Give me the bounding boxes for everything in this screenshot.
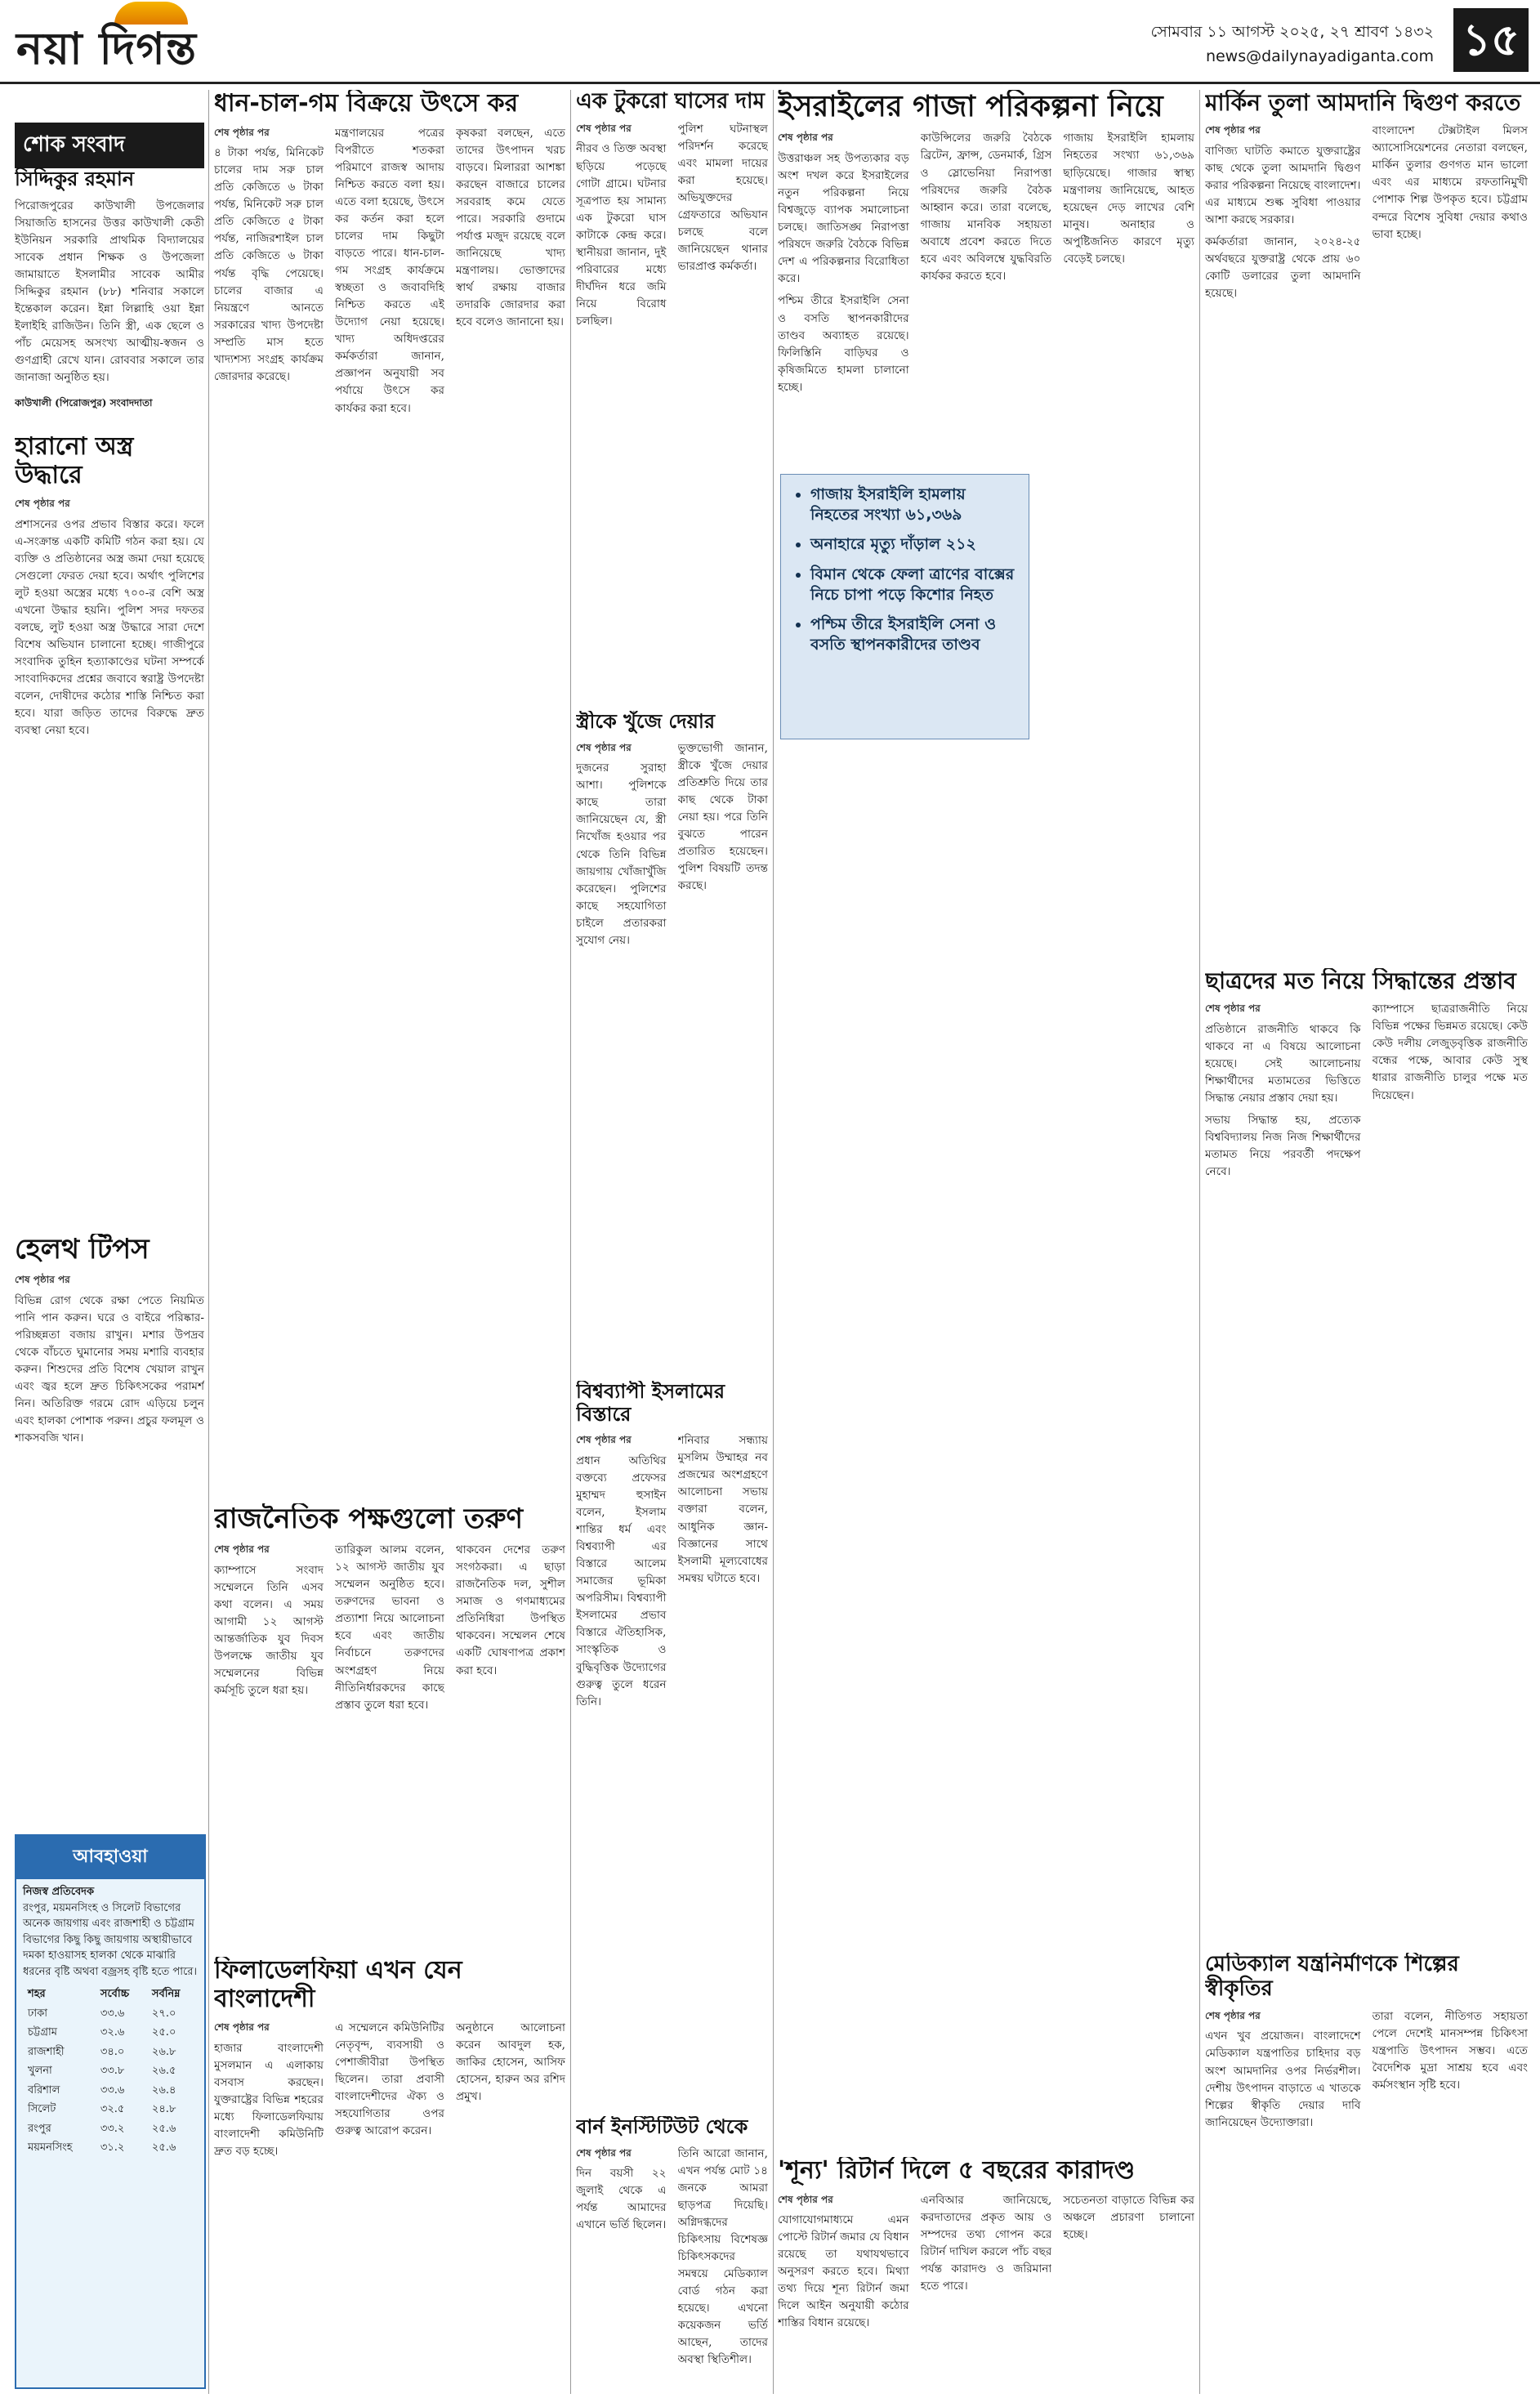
article-headline: মেডিক্যাল যন্ত্রনির্মাণকে শিল্পের স্বীকৃতির: [1205, 1953, 1459, 2001]
article-paragraph: কৃষকরা বলছেন, এতে তাদের উৎপাদন খরচ বাড়বে। মিলাররা আশঙ্কা করছেন বাজারে চালের সরবরাহ কমে যেতে পারে। সরকারি গুদামে পর্যাপ্ত মজুদ রয়েছে বলে জানিয়েছে খাদ্য মন্ত্রণালয়। ভোক্তাদের স্বার্থ রক্ষায় বাজার তদারকি জোরদার করা হবে বলেও জানানো হয়।: [456, 126, 565, 329]
article-column: [335, 2020, 444, 2165]
article-column: [335, 125, 444, 422]
weather-cell: ২৫.৬: [151, 2141, 176, 2154]
article-paragraph: এখন খুব প্রয়োজন। বাংলাদেশে মেডিক্যাল যন্ত্রপাতির চাহিদার বড় অংশ আমদানির ওপর নির্ভরশীল। দেশীয় উৎপাদন বাড়াতে এ খাতকে শিল্পের স্বীকৃতি দেয়ার দাবি জানিয়েছেন উদ্যোক্তারা।: [1205, 2030, 1361, 2129]
article-paragraph: কর্মকর্তারা জানান, ২০২৪-২৫ অর্থবছরে যুক্তরাষ্ট্র থেকে প্রায় ৬০ কোটি ডলারের তুলা আমদানি হয়েছে।: [1205, 235, 1361, 301]
continued-label: শেষ পৃষ্ঠার পর: [778, 2193, 833, 2205]
continued-label: শেষ পৃষ্ঠার পর: [15, 1274, 70, 1286]
article-column: [1205, 123, 1361, 307]
article-paragraph: তারিকুল আলম বলেন, ১২ আগস্ট জাতীয় যুব সম্মেলন অনুষ্ঠিত হবে। তরুণদের ভাবনা ও প্রত্যাশা নিয়ে আলোচনা হবে এবং জাতীয় নির্বাচনে তরুণদের অংশগ্রহণ নিয়ে নীতিনির্ধারকদের কাছে প্রস্তাব তুলে ধরা হবে।: [335, 1543, 444, 1712]
article-paragraph: যোগাযোগমাধ্যমে এমন পোস্টে রিটার্ন জমার যে বিধান রয়েছে তা যথাযথভাবে অনুসরণ করতে হবে। মিথ্যা তথ্য দিয়ে শূন্য রিটার্ন জমা দিলে আইন অনুযায়ী কঠোর শাস্তির বিধান রয়েছে।: [778, 2213, 909, 2330]
article-health: [15, 1234, 204, 1822]
continued-label: শেষ পৃষ্ঠার পর: [576, 741, 632, 753]
article-column: [15, 1272, 204, 1452]
continued-label: শেষ পৃষ্ঠার পর: [576, 1434, 632, 1446]
continued-label: শেষ পৃষ্ঠার পর: [214, 126, 270, 138]
article-column: [678, 121, 769, 335]
article-paragraph: এ সম্মেলনে কমিউনিটির নেতৃবৃন্দ, ব্যবসায়ী ও পেশাজীবীরা উপস্থিত ছিলেন। তারা প্রবাসী বাংলাদেশীদের ঐক্য ও সহযোগিতার ওপর গুরুত্ব আরোপ করেন।: [335, 2021, 444, 2138]
weather-cell: ২৬.৮: [151, 2045, 176, 2058]
article-column: [778, 130, 909, 400]
weather-cell: চট্টগ্রাম: [28, 2026, 57, 2039]
article-headline: ফিলাডেলফিয়া এখন যেন বাংলাদেশী: [214, 1957, 462, 2013]
continued-label: শেষ পৃষ্ঠার পর: [1205, 2009, 1261, 2021]
article-body: [576, 740, 768, 954]
continued-label: শেষ পৃষ্ঠার পর: [15, 498, 70, 509]
article-body: [214, 125, 565, 422]
article-column: [678, 2146, 769, 2374]
gaza-highlight-item: • অনাহারে মৃত্যু দাঁড়াল ২১২: [810, 534, 1017, 555]
continued-label: শেষ পৃষ্ঠার পর: [214, 2021, 270, 2033]
weather-table-body: [23, 2004, 198, 2158]
article-paragraph: তারা বলেন, নীতিগত সহায়তা পেলে দেশেই মানসম্পন্ন চিকিৎসা যন্ত্রপাতি উৎপাদন সম্ভব। এতে বৈদেশিক মুদ্রা সাশ্রয় হবে এবং কর্মসংস্থান সৃষ্টি হবে।: [1372, 2009, 1528, 2092]
article-column: [1063, 2192, 1194, 2338]
article-column: [1373, 1001, 1529, 1186]
article-paragraph: হাজার বাংলাদেশী মুসলমান এ এলাকায় বসবাস করছেন। যুক্তরাষ্ট্রের বিভিন্ন শহরের মধ্যে ফিলাডেলফিয়ায় বাংলাদেশী কমিউনিটি দ্রুত বড় হচ্ছে।: [214, 2041, 324, 2158]
article-column: [576, 1432, 667, 1716]
gaza-highlight-item: • বিমান থেকে ফেলা ত্রাণের বাক্সের নিচে চাপা পড়ে কিশোর নিহত: [810, 565, 1017, 605]
weather-row: [23, 2043, 198, 2062]
article-burn: [576, 2116, 768, 2390]
article-paragraph: কাউন্সিলের জরুরি বৈঠকে ব্রিটেন, ফ্রান্স, ডেনমার্ক, গ্রিস ও স্লোভেনিয়া নিরাপত্তা পরিষদের জরুরি বৈঠক আহ্বান করে। তারা বলেছে, গাজায় মানবিক সহায়তা অবাধে প্রবেশ করতে দিতে হবে এবং অবিলম্বে যুদ্ধবিরতি কার্যকর করতে হবে।: [920, 132, 1052, 283]
article-paragraph: বাণিজ্য ঘাটতি কমাতে যুক্তরাষ্ট্রের কাছ থেকে তুলা আমদানি দ্বিগুণ করার পরিকল্পনা নিয়েছে বাংলাদেশ। এর মাধ্যমে শুল্ক সুবিধা পাওয়ার আশা করছে সরকার।: [1205, 144, 1361, 227]
weather-box: [15, 1834, 206, 2389]
article-medical: [1205, 1953, 1528, 2390]
article-paragraph: দিন বয়সী ২২ জুলাই থেকে এ পর্যন্ত আমাদের এখানে ভর্তি ছিলেন।: [576, 2167, 667, 2232]
article-paragraph: উত্তরাঞ্চল সহ উপত্যকার বড় অংশ দখল করে ইসরাইলের নতুন পরিকল্পনা নিয়ে বিশ্বজুড়ে ব্যাপক সমালোচনা চলছে। জাতিসঙ্ঘ নিরাপত্তা পরিষদে জরুরি বৈঠকে বিভিন্ন দেশ এ পরিকল্পনার বিরোধিতা করে।: [778, 151, 909, 286]
weather-header-cell: সর্বনিম্ন: [151, 1988, 181, 2000]
continued-label: শেষ পৃষ্ঠার পর: [576, 2146, 632, 2159]
article-column: [456, 2020, 565, 2165]
article-body: [15, 1272, 204, 1452]
weather-row: [23, 2138, 198, 2158]
column-divider: [570, 90, 571, 2394]
weather-cell: ৩২.৫: [100, 2103, 125, 2115]
newspaper-logo: [16, 15, 197, 88]
article-paragraph: গাজায় ইসরাইলি হামলায় নিহতের সংখ্যা ৬১,৩৬৯ ছাড়িয়েছে। গাজার স্বাস্থ্য মন্ত্রণালয় জানিয়েছে, আহত হয়েছেন দেড় লাখের বেশি মানুষ। অনাহার ও অপুষ্টিজনিত কারণে মৃত্যু বেড়েই চলছে।: [1063, 132, 1194, 266]
column-divider: [208, 90, 209, 2394]
gaza-highlights-box: [780, 474, 1029, 739]
weather-title: আবহাওয়া: [16, 1836, 204, 1879]
article-column: [576, 2146, 667, 2374]
article-column: [456, 125, 565, 422]
logo-text: নয়া দিগন্ত: [16, 23, 197, 74]
weather-cell: রংপুর: [28, 2122, 51, 2135]
weather-cell: রাজশাহী: [28, 2045, 65, 2058]
weather-cell: ময়মনসিংহ: [28, 2141, 73, 2154]
weather-row: [23, 2023, 198, 2043]
article-column: [214, 125, 324, 422]
article-headline: হেলথ টিপস: [15, 1234, 150, 1266]
article-column: [1205, 1001, 1361, 1186]
gaza-highlights-list: [792, 485, 1017, 655]
weather-header-cell: শহর: [28, 1988, 46, 2000]
weather-cell: ২৬.৫: [151, 2065, 176, 2077]
weather-cell: ২৪.৮: [151, 2103, 176, 2115]
article-column: [1373, 123, 1529, 307]
article-headline: ছাত্রদের মত নিয়ে সিদ্ধান্তের প্রস্তাব: [1205, 968, 1516, 994]
article-paragraph: সভায় সিদ্ধান্ত হয়, প্রত্যেক বিশ্ববিদ্যালয় নিজ নিজ শিক্ষার্থীদের মতামত নিয়ে পরবর্তী পদক্ষেপ নেবে।: [1205, 1114, 1361, 1179]
article-paragraph: পিরোজপুরের কাউখালী উপজেলার সিয়াজতি হাসনের উত্তর কাউখালী কেতী ইউনিয়ন সরকারি প্রাথমিক বিদ্যালয়ের সাবেক প্রধান শিক্ষক ও উপজেলা জামায়াতে ইসলামীর সাবেক আমীর সিদ্দিকুর রহমান (৮৮) শনিবার সকালে ইন্তেকাল করেন। ইন্না লিল্লাহি ওয়া ইন্না ইলাইহি রাজিউন। তিনি স্ত্রী, এক ছেলে ও পাঁচ মেয়েসহ অসংখ্য আত্মীয়-স্বজন ও গুণগ্রাহী রেখে যান। রোববার সকালে তার জানাজা অনুষ্ঠিত হয়।: [15, 199, 204, 385]
article-paragraph: মন্ত্রণালয়ের পত্রের বিপরীতে শতকরা পরিমাণে রাজস্ব আদায় নিশ্চিত করতে বলা হয়। এতে বলা হয়েছে, উৎসে কর কর্তন করা হলে চালের দাম কিছুটা বাড়তে পারে। ধান-চাল-গম সংগ্রহ কার্যক্রমে স্বচ্ছতা ও জবাবদিহি নিশ্চিত করতে এই উদ্যোগ নেয়া হয়েছে। খাদ্য অধিদপ্তরের কর্মকর্তারা জানান, প্রজ্ঞাপন অনুযায়ী সব পর্যায়ে উৎসে কর কার্যকর করা হবে।: [335, 126, 444, 415]
article-body: [15, 496, 204, 744]
weather-cell: ৩২.৬: [100, 2026, 125, 2039]
article-column: [1373, 2008, 1529, 2137]
weather-header-cell: সর্বোচ্চ: [100, 1988, 130, 2000]
section-heading: শোক সংবাদ: [15, 123, 204, 168]
weather-cell: ২৬.৪: [151, 2083, 176, 2097]
article-rice: [214, 90, 565, 1495]
article-politics: [214, 1503, 565, 1945]
continued-label: শেষ পৃষ্ঠার পর: [1205, 1003, 1261, 1015]
article-body: [1205, 2008, 1528, 2137]
article-headline: স্ত্রীকে খুঁজে দেয়ার: [576, 711, 716, 733]
column-divider: [773, 90, 774, 2394]
article-paragraph: বাংলাদেশ টেক্সটাইল মিলস অ্যাসোসিয়েশনের নেতারা বলছেন, মার্কিন তুলার গুণগত মান ভালো এবং এর মাধ্যমে রফতানিমুখী পোশাক শিল্প উপকৃত হবে। চট্টগ্রাম বন্দরে বিশেষ সুবিধা দেয়ার কথাও ভাবা হচ্ছে।: [1372, 124, 1528, 241]
gaza-highlight-item: • পশ্চিম তীরে ইসরাইলি সেনা ও বসতি স্থাপনকারীদের তাণ্ডব: [810, 614, 1017, 654]
article-column: [576, 121, 667, 335]
weather-row: [23, 2004, 198, 2024]
article-paragraph: এনবিআর জানিয়েছে, করদাতাদের প্রকৃত আয় ও সম্পদের তথ্য গোপন করে রিটার্ন দাখিল করলে পাঁচ বছর পর্যন্ত কারাদণ্ড ও জরিমানা হতে পারে।: [920, 2193, 1052, 2293]
article-paragraph: প্রশাসনের ওপর প্রভাব বিস্তার করে। ফলে এ-সংক্রান্ত একটি কমিটি গঠন করা হয়। যে ব্যক্তি ও প্রতিষ্ঠানের অস্ত্র জমা দেয়া হয়েছে সেগুলো ফেরত দেয়া হবে। অর্থাৎ পুলিশের লুট হওয়া অস্ত্রের মধ্যে ৭০০-র বেশি অস্ত্র এখনো উদ্ধার হয়নি। পুলিশ সদর দফতর বলছে, লুট হওয়া অস্ত্র উদ্ধারে সারা দেশে বিশেষ অভিযান চালানো হচ্ছে। গাজীপুরে সংবাদিক তুহিন হত্যাকাণ্ডের ঘটনা সম্পর্কে সাংবাদিকদের প্রশ্নের জবাবে স্বরাষ্ট্র উপদেষ্টা বলেন, দোষীদের কঠোর শাস্তি নিশ্চিত করা হবে। যারা জড়িত তাদের বিরুদ্ধে দ্রুত ব্যবস্থা নেয়া হবে।: [15, 517, 204, 738]
article-column: [576, 740, 667, 954]
article-philadelphia: [214, 1957, 565, 2390]
article-headline: 'শূন্য' রিটার্ন দিলে ৫ বছরের কারাদণ্ড: [778, 2157, 1136, 2185]
weather-text: রংপুর, ময়মনসিংহ ও সিলেট বিভাগের অনেক জায়গায় এবং রাজশাহী ও চট্টগ্রাম বিভাগের কিছু কিছু জায়গায় অস্থায়ীভাবে দমকা হাওয়াসহ হালকা থেকে মাঝারি ধরনের বৃষ্টি অথবা বজ্রসহ বৃষ্টি হতে পারে।: [23, 1901, 198, 1978]
article-column: [1205, 2008, 1361, 2137]
article-obituary: [15, 123, 204, 425]
article-paragraph: পুলিশ ঘটনাস্থল পরিদর্শন করেছে এবং মামলা দায়ের করা হয়েছে। অভিযুক্তদের গ্রেফতারে অভিযান চলছে বলে জানিয়েছেন থানার ভারপ্রাপ্ত কর্মকর্তা।: [677, 122, 768, 274]
article-body: [15, 198, 204, 392]
issue-date: সোমবার ১১ আগস্ট ২০২৫, ২৭ শ্রাবণ ১৪৩২: [1150, 23, 1434, 41]
article-source: কাউখালী (পিরোজপুর) সংবাদদাতা: [15, 397, 153, 409]
weather-row: [23, 2119, 198, 2139]
article-body: [214, 2020, 565, 2165]
weather-table: [23, 1985, 198, 2158]
weather-row: [23, 2081, 198, 2101]
weather-cell: ৩৩.৬: [100, 2083, 125, 2097]
article-column: [335, 1542, 444, 1719]
article-paragraph: প্রতিষ্ঠানে রাজনীতি থাকবে কি থাকবে না এ বিষয়ে আলোচনা হয়েছে। সেই আলোচনায় শিক্ষার্থীদের মতামতের ভিত্তিতে সিদ্ধান্ত নেয়ার প্রস্তাব দেয়া হয়।: [1205, 1022, 1361, 1105]
sun-logo-icon: [114, 2, 188, 25]
article-headline: এক টুকরো ঘাসের দাম: [576, 90, 765, 114]
article-body: [1205, 123, 1528, 307]
article-body: [576, 2146, 768, 2374]
article-column: [214, 2020, 324, 2165]
weather-cell: ২৫.৬: [151, 2122, 176, 2135]
weather-table-header: [23, 1985, 198, 2004]
article-islam: [576, 1381, 768, 2100]
contact-email: news@dailynayadiganta.com: [1205, 47, 1434, 66]
continued-label: শেষ পৃষ্ঠার পর: [576, 122, 632, 134]
weather-cell: খুলনা: [28, 2065, 52, 2077]
article-body: [576, 1432, 768, 1716]
article-column: [1063, 130, 1194, 400]
weather-cell: ৩১.২: [100, 2141, 125, 2154]
article-body: [1205, 1001, 1528, 1186]
article-headline: হারানো অস্ত্র উদ্ধারে: [15, 433, 134, 489]
article-column: [214, 1542, 324, 1719]
weather-cell: বরিশাল: [28, 2083, 60, 2097]
article-paragraph: বিভিন্ন রোগ থেকে রক্ষা পেতে নিয়মিত পানি পান করুন। ঘরে ও বাইরে পরিষ্কার-পরিচ্ছন্নতা বজায় রাখুন। মশার উপদ্রব থেকে বাঁচতে ঘুমানোর সময় মশারি ব্যবহার করুন। শিশুদের প্রতি বিশেষ খেয়াল রাখুন এবং জ্বর হলে দ্রুত চিকিৎসকের পরামর্শ নিন। অতিরিক্ত গরমে রোদ এড়িয়ে চলুন এবং হালকা পোশাক পরুন। প্রচুর ফলমূল ও শাকসবজি খান।: [15, 1293, 204, 1445]
article-paragraph: নীরব ও তিক্ত অবস্থা ছড়িয়ে পড়েছে গোটা গ্রামে। ঘটনার সূত্রপাত হয় সামান্য এক টুকরো ঘাস কাটাকে কেন্দ্র করে। স্থানীয়রা জানান, দুই পরিবারের মধ্যে দীর্ঘদিন ধরে জমি নিয়ে বিরোধ চলছিল।: [576, 142, 667, 328]
article-body: [778, 2192, 1194, 2338]
article-paragraph: ক্যাম্পাসে সংবাদ সম্মেলনে তিনি এসব কথা বলেন। এ সময় আগামী ১২ আগস্ট আন্তর্জাতিক যুব দিবস উপলক্ষে জাতীয় যুব সম্মেলনের বিভিন্ন কর্মসূচি তুলে ধরা হয়।: [214, 1563, 324, 1698]
weather-cell: ৩৩.২: [100, 2122, 125, 2135]
weather-reporter: নিজস্ব প্রতিবেদক: [23, 1886, 95, 1898]
article-body: [778, 130, 1194, 400]
article-column: [921, 2192, 1052, 2338]
article-column: [15, 496, 204, 744]
article-column: [778, 2192, 909, 2338]
article-students: [1205, 968, 1528, 1940]
weather-cell: ঢাকা: [28, 2007, 47, 2020]
article-israel: [778, 90, 1194, 2149]
article-paragraph: ৪ টাকা পর্যন্ত, মিনিকেট চালের দাম সরু চাল প্রতি কেজিতে ৬ টাকা পর্যন্ত, মিনিকেট সরু চাল প্রতি কেজিতে ৫ টাকা পর্যন্ত, নাজিরশাইল চাল প্রতি কেজিতে ৬ টাকা পর্যন্ত বৃদ্ধি পেয়েছে। চালের বাজার এ নিয়ন্ত্রণে আনতে সরকারের খাদ্য উপদেষ্টা সম্প্রতি মাস হতে খাদ্যশস্য সংগ্রহ কার্যক্রম জোরদার করেছে।: [214, 146, 324, 383]
continued-label: শেষ পৃষ্ঠার পর: [778, 132, 833, 144]
weather-row: [23, 2061, 198, 2081]
continued-label: শেষ পৃষ্ঠার পর: [1205, 124, 1261, 136]
article-headline: রাজনৈতিক পক্ষগুলো তরুণ: [214, 1503, 524, 1535]
weather-cell: সিলেট: [28, 2103, 56, 2115]
article-paragraph: ক্যাম্পাসে ছাত্ররাজনীতি নিয়ে বিভিন্ন পক্ষের ভিন্নমত রয়েছে। কেউ কেউ দলীয় লেজুড়বৃত্তিক রাজনীতি বন্ধের পক্ষে, আবার কেউ সুস্থ ধারার রাজনীতি চালুর পক্ষে মত দিয়েছেন।: [1372, 1003, 1528, 1102]
weather-cell: ২৫.০: [151, 2026, 176, 2039]
article-paragraph: থাকবেন দেশের তরুণ সংগঠকরা। এ ছাড়া রাজনৈতিক দল, সুশীল সমাজ ও গণমাধ্যমের প্রতিনিধিরা উপস্থিত থাকবেন। সম্মেলন শেষে একটি ঘোষণাপত্র প্রকাশ করা হবে।: [456, 1543, 565, 1677]
article-column: [921, 130, 1052, 400]
article-paragraph: সচেতনতা বাড়াতে বিভিন্ন কর অঞ্চলে প্রচারণা চালানো হচ্ছে।: [1063, 2193, 1194, 2241]
weather-cell: ৩৩.৮: [100, 2065, 125, 2077]
article-paragraph: দুজনের সুরাহা আশা। পুলিশকে কাছে তারা জানিয়েছেন যে, স্ত্রী নিখোঁজ হওয়ার পর থেকে তিনি বিভিন্ন জায়গায় খোঁজাখুঁজি করেছেন। পুলিশের কাছে সহযোগিতা চাইলে প্রতারকরা সুযোগ নেয়।: [576, 761, 667, 947]
weather-cell: ৩৩.৬: [100, 2007, 125, 2020]
article-column: [456, 1542, 565, 1719]
dateline: [1151, 20, 1435, 69]
masthead: [0, 0, 1540, 84]
article-paragraph: শনিবার সন্ধ্যায় মুসলিম উম্মাহর নব প্রজন্মের অংশগ্রহণে আলোচনা সভায় বক্তারা বলেন, আধুনিক জ্ঞান-বিজ্ঞানের সাথে ইসলামী মূল্যবোধের সমন্বয় ঘটাতে হবে।: [677, 1434, 768, 1585]
article-paragraph: পশ্চিম তীরে ইসরাইলি সেনা ও বসতি স্থাপনকারীদের তাণ্ডব অব্যাহত রয়েছে। ফিলিস্তিনি বাড়িঘর ও কৃষিজমিতে হামলা চালানো হচ্ছে।: [778, 294, 909, 394]
article-column: [678, 740, 769, 954]
article-body: [576, 121, 768, 335]
article-paragraph: ভুক্তভোগী জানান, স্ত্রীকে খুঁজে দেয়ার প্রতিশ্রুতি দিয়ে তার কাছ থেকে টাকা নেয়া হয়। পরে তিনি বুঝতে পারেন প্রতারিত হয়েছেন। পুলিশ বিষয়টি তদন্ত করছে।: [677, 741, 768, 893]
article-headline: ধান-চাল-গম বিক্রয়ে উৎসে কর: [214, 90, 519, 118]
article-column: [678, 1432, 769, 1716]
article-cotton: [1205, 90, 1528, 956]
column-divider: [1199, 90, 1200, 2394]
weather-cell: ৩৪.০: [100, 2045, 125, 2058]
gaza-highlight-item: • গাজায় ইসরাইলি হামলায় নিহতের সংখ্যা ৬১,৩৬৯: [810, 485, 1017, 525]
article-headline: সিদ্দিকুর রহমান: [15, 167, 135, 190]
weather-cell: ২৭.০: [151, 2007, 176, 2020]
weather-row: [23, 2100, 198, 2119]
article-headline: বার্ন ইনস্টিটিউট থেকে: [576, 2116, 748, 2138]
article-paragraph: তিনি আরো জানান, এখন পর্যন্ত মোট ১৪ জনকে আমরা ছাড়পত্র দিয়েছি। অগ্নিদগ্ধদের চিকিৎসায় বিশেষজ্ঞ চিকিৎসকদের সমন্বয়ে মেডিক্যাল বোর্ড গঠন করা হয়েছে। এখনো কয়েকজন ভর্তি আছেন, তাদের অবস্থা স্থিতিশীল।: [677, 2146, 768, 2367]
article-headline: মার্কিন তুলা আমদানি দ্বিগুণ করতে: [1205, 90, 1521, 116]
article-column: [15, 198, 204, 392]
article-headline: বিশ্বব্যাপী ইসলামের বিস্তারে: [576, 1381, 725, 1426]
page-number: ১৫: [1453, 8, 1529, 72]
continued-label: শেষ পৃষ্ঠার পর: [214, 1543, 270, 1556]
article-body: [214, 1542, 565, 1719]
article-shunno: [778, 2157, 1194, 2390]
article-weapons: [15, 433, 204, 1226]
article-paragraph: অনুষ্ঠানে আলোচনা করেন আবদুল হক, জাকির হোসেন, আসিফ হোসেন, হারুন অর রশিদ প্রমুখ।: [456, 2021, 565, 2104]
article-paragraph: প্রধান অতিথির বক্তব্যে প্রফেসর মুহাম্মদ হুসাইন বলেন, ইসলাম শান্তির ধর্ম এবং বিশ্বব্যাপী এর বিস্তারে আলেম সমাজের ভূমিকা অপরিসীম। বিশ্বব্যাপী ইসলামের প্রভাব বিস্তারে ঐতিহাসিক, সাংস্কৃতিক ও বুদ্ধিবৃত্তিক উদ্যোগের গুরুত্ব তুলে ধরেন তিনি।: [576, 1454, 667, 1708]
article-wife: [576, 711, 768, 1364]
article-headline: ইসরাইলের গাজা পরিকল্পনা নিয়ে: [778, 90, 1163, 123]
article-grass: [576, 90, 768, 699]
